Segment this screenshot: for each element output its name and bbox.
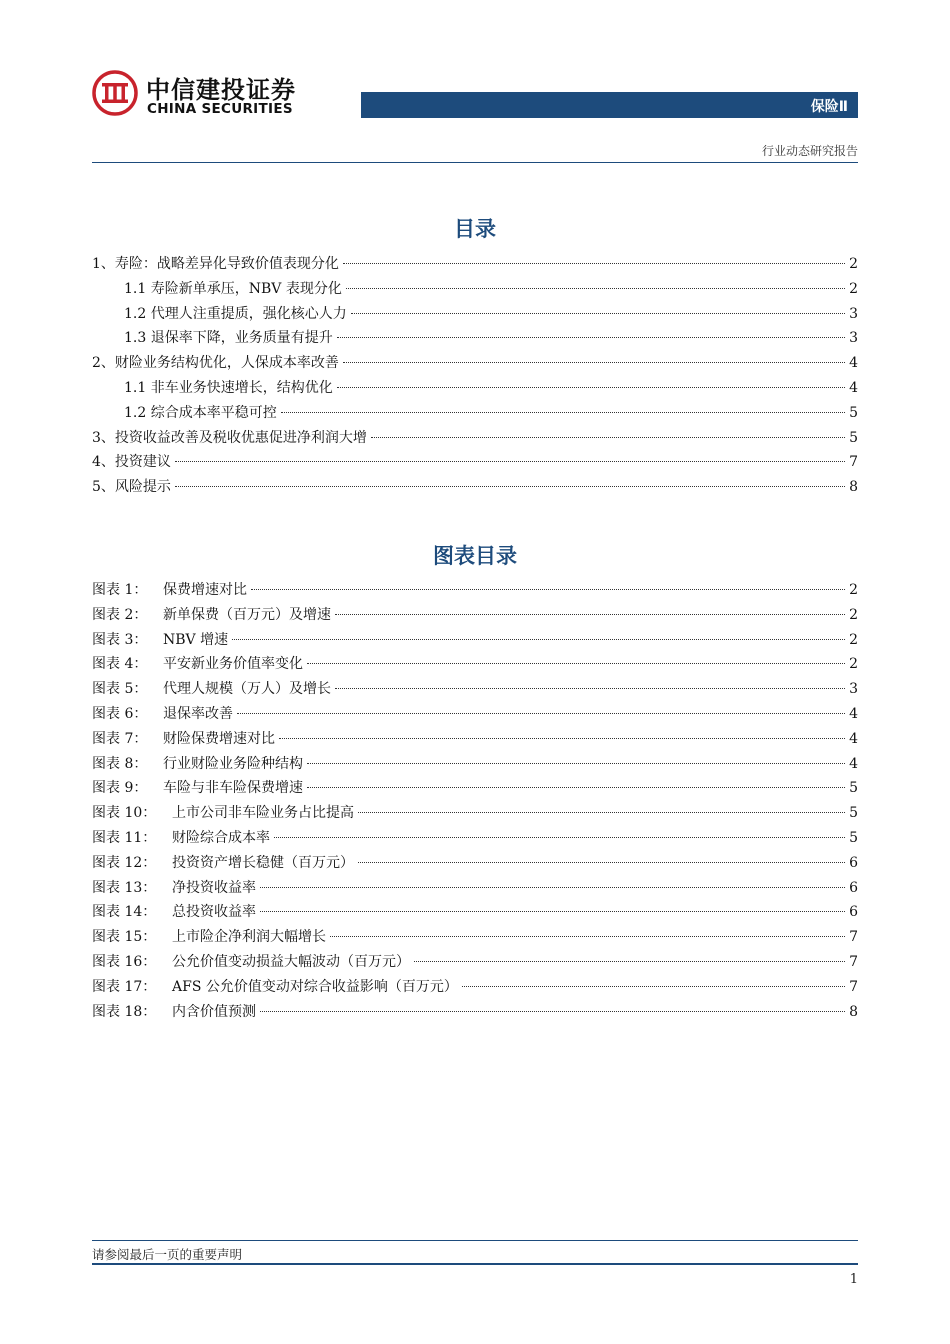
figure-entry-page: 2 — [849, 582, 858, 598]
figure-entry-label: 图表 14： — [92, 904, 157, 921]
dot-leader — [358, 812, 845, 813]
figure-entry-page: 2 — [849, 656, 858, 673]
figure-entry-page: 7 — [849, 929, 858, 946]
figure-entry-label: 图表 11： — [92, 829, 157, 846]
figure-entry[interactable] — [92, 900, 858, 925]
figure-entry-label: 图表 9： — [92, 780, 148, 797]
logo-english-text: CHINA SECURITIES — [147, 101, 293, 117]
toc-entry[interactable] — [92, 326, 858, 351]
figure-entry[interactable] — [92, 702, 858, 727]
figure-entry-label: 图表 12： — [92, 854, 157, 871]
figure-entry[interactable] — [92, 578, 858, 603]
figure-entry-page: 4 — [849, 755, 858, 772]
dot-leader — [307, 787, 845, 788]
footer-divider — [92, 1240, 858, 1241]
figure-entry-page: 8 — [849, 1003, 858, 1020]
figure-entry-page: 2 — [849, 606, 858, 623]
figure-entry-label: 图表 1： — [92, 582, 148, 598]
figure-entry-title: 财险保费增速对比 — [163, 730, 275, 747]
dot-leader — [307, 663, 845, 664]
figure-entry-title: AFS 公允价值变动对综合收益影响（百万元） — [172, 978, 458, 995]
figure-entry-label: 图表 15： — [92, 929, 157, 946]
figure-entry-page: 5 — [849, 829, 858, 846]
figure-entry-page: 7 — [849, 953, 858, 970]
figure-entry[interactable] — [92, 677, 858, 702]
company-logo — [92, 70, 332, 124]
figure-entry-title: NBV 增速 — [163, 631, 229, 648]
dot-leader — [232, 639, 845, 640]
figure-entry-page: 4 — [849, 730, 858, 747]
dot-leader — [175, 461, 845, 462]
figure-entry-page: 7 — [849, 978, 858, 995]
figure-entry[interactable] — [92, 876, 858, 901]
figure-entry[interactable] — [92, 1000, 858, 1025]
figure-entry[interactable] — [92, 851, 858, 876]
toc-entry-page: 4 — [849, 379, 858, 396]
figure-entry-page: 6 — [849, 879, 858, 896]
toc-entry-page: 2 — [849, 280, 858, 297]
dot-leader — [337, 337, 845, 338]
figure-entry-label: 图表 7： — [92, 730, 148, 747]
toc-entry[interactable] — [92, 401, 858, 426]
toc-entry[interactable] — [92, 302, 858, 327]
figures-list — [92, 578, 858, 1024]
dot-leader — [343, 362, 845, 363]
toc-entry-title: 4、投资建议 — [92, 454, 171, 471]
page-number: 1 — [849, 1272, 858, 1287]
figure-entry-page: 5 — [849, 780, 858, 797]
figure-entry-title: 财险综合成本率 — [172, 829, 270, 846]
figure-entry[interactable] — [92, 975, 858, 1000]
figure-entry-title: 总投资收益率 — [172, 904, 256, 921]
figure-entry-label: 图表 17： — [92, 978, 157, 995]
toc-entry[interactable] — [92, 277, 858, 302]
toc-entry-page: 8 — [849, 479, 858, 496]
sector-banner — [361, 92, 858, 118]
disclaimer-note: 请参阅最后一页的重要声明 — [92, 1247, 243, 1262]
figure-entry[interactable] — [92, 826, 858, 851]
figure-entry-title: 车险与非车险保费增速 — [163, 780, 303, 797]
figure-entry[interactable] — [92, 925, 858, 950]
figure-entry-title: 投资资产增长稳健（百万元） — [172, 854, 354, 871]
toc-entry[interactable] — [92, 475, 858, 500]
figure-entry[interactable] — [92, 603, 858, 628]
figure-entry-label: 图表 5： — [92, 681, 148, 698]
dot-leader — [414, 961, 845, 962]
dot-leader — [279, 738, 845, 739]
figure-entry-label: 图表 3： — [92, 631, 148, 648]
dot-leader — [237, 713, 845, 714]
dot-leader — [260, 911, 845, 912]
toc-entry[interactable] — [92, 450, 858, 475]
report-type: 行业动态研究报告 — [761, 144, 858, 158]
figure-entry-label: 图表 18： — [92, 1003, 157, 1020]
figure-entry-page: 2 — [849, 631, 858, 648]
toc-entry[interactable] — [92, 376, 858, 401]
dot-leader — [281, 412, 845, 413]
dot-leader — [307, 763, 845, 764]
toc-entry-page: 3 — [849, 305, 858, 322]
toc-entry[interactable] — [92, 252, 858, 277]
figure-entry-title: 退保率改善 — [163, 705, 233, 722]
dot-leader — [330, 936, 845, 937]
toc-list — [92, 252, 858, 500]
dot-leader — [462, 986, 845, 987]
toc-entry-page: 5 — [849, 429, 858, 446]
figure-entry-label: 图表 13： — [92, 879, 157, 896]
figure-entry-title: 净投资收益率 — [172, 879, 256, 896]
citic-logo-icon — [92, 70, 138, 116]
figure-entry[interactable] — [92, 652, 858, 677]
dot-leader — [335, 688, 845, 689]
toc-entry-page: 3 — [849, 330, 858, 347]
figure-entry-title: 上市公司非车险业务占比提高 — [172, 805, 354, 822]
dot-leader — [346, 288, 845, 289]
dot-leader — [274, 837, 845, 838]
toc-title: 目录 — [454, 217, 496, 241]
figure-entry-title: 代理人规模（万人）及增长 — [163, 681, 331, 698]
toc-entry-title: 1.2 综合成本率平稳可控 — [124, 404, 277, 421]
dot-leader — [371, 437, 845, 438]
figure-entry-page: 3 — [849, 681, 858, 698]
figure-entry-title: 公允价值变动损益大幅波动（百万元） — [172, 953, 410, 970]
figure-entry-title: 上市险企净利润大幅增长 — [172, 929, 326, 946]
toc-entry-title: 1.1 寿险新单承压，NBV 表现分化 — [124, 280, 342, 297]
figure-entry-title: 行业财险业务险种结构 — [163, 755, 303, 772]
figure-entry-page: 4 — [849, 705, 858, 722]
toc-entry-title: 5、风险提示 — [92, 479, 171, 496]
toc-entry-title: 1.1 非车业务快速增长，结构优化 — [124, 379, 333, 396]
figure-entry-label: 图表 2： — [92, 606, 148, 623]
dot-leader — [260, 1011, 845, 1012]
figure-entry-label: 图表 4： — [92, 656, 148, 673]
figure-entry-label: 图表 8： — [92, 755, 148, 772]
toc-entry-page: 2 — [849, 256, 858, 272]
figure-entry-page: 6 — [849, 854, 858, 871]
toc-entry[interactable] — [92, 426, 858, 451]
figure-entry-title: 内含价值预测 — [172, 1003, 256, 1020]
dot-leader — [337, 387, 845, 388]
figure-entry[interactable] — [92, 628, 858, 653]
logo-chinese-text: 中信建投证券 — [146, 76, 296, 104]
toc-entry-title: 1、寿险：战略差异化导致价值表现分化 — [92, 256, 339, 272]
sector-label: 保险Ⅱ — [810, 99, 848, 115]
toc-entry-title: 3、投资收益改善及税收优惠促进净利润大增 — [92, 429, 367, 446]
toc-entry-page: 7 — [849, 454, 858, 471]
figures-title: 图表目录 — [433, 544, 517, 568]
figure-entry-label: 图表 6： — [92, 705, 148, 722]
toc-entry-title: 1.2 代理人注重提质，强化核心人力 — [124, 305, 347, 322]
dot-leader — [335, 614, 845, 615]
figure-entry-label: 图表 16： — [92, 953, 157, 970]
dot-leader — [351, 313, 845, 314]
footer-divider-thick — [92, 1263, 858, 1265]
figure-entry[interactable] — [92, 752, 858, 777]
dot-leader — [175, 486, 845, 487]
header-divider — [92, 162, 858, 163]
figure-entry[interactable] — [92, 801, 858, 826]
toc-entry-page: 4 — [849, 355, 858, 372]
dot-leader — [358, 862, 845, 863]
figure-entry[interactable] — [92, 776, 858, 801]
figure-entry-page: 5 — [849, 805, 858, 822]
dot-leader — [343, 263, 845, 264]
toc-entry-title: 1.3 退保率下降，业务质量有提升 — [124, 330, 333, 347]
figure-entry-label: 图表 10： — [92, 805, 157, 822]
figure-entry-page: 6 — [849, 904, 858, 921]
toc-entry-page: 5 — [849, 404, 858, 421]
toc-entry-title: 2、财险业务结构优化，人保成本率改善 — [92, 355, 339, 372]
figure-entry[interactable] — [92, 950, 858, 975]
figure-entry-title: 保费增速对比 — [163, 582, 247, 598]
figure-entry-title: 新单保费（百万元）及增速 — [163, 606, 331, 623]
dot-leader — [251, 589, 845, 590]
figure-entry-title: 平安新业务价值率变化 — [163, 656, 303, 673]
dot-leader — [260, 887, 845, 888]
toc-entry[interactable] — [92, 351, 858, 376]
figure-entry[interactable] — [92, 727, 858, 752]
